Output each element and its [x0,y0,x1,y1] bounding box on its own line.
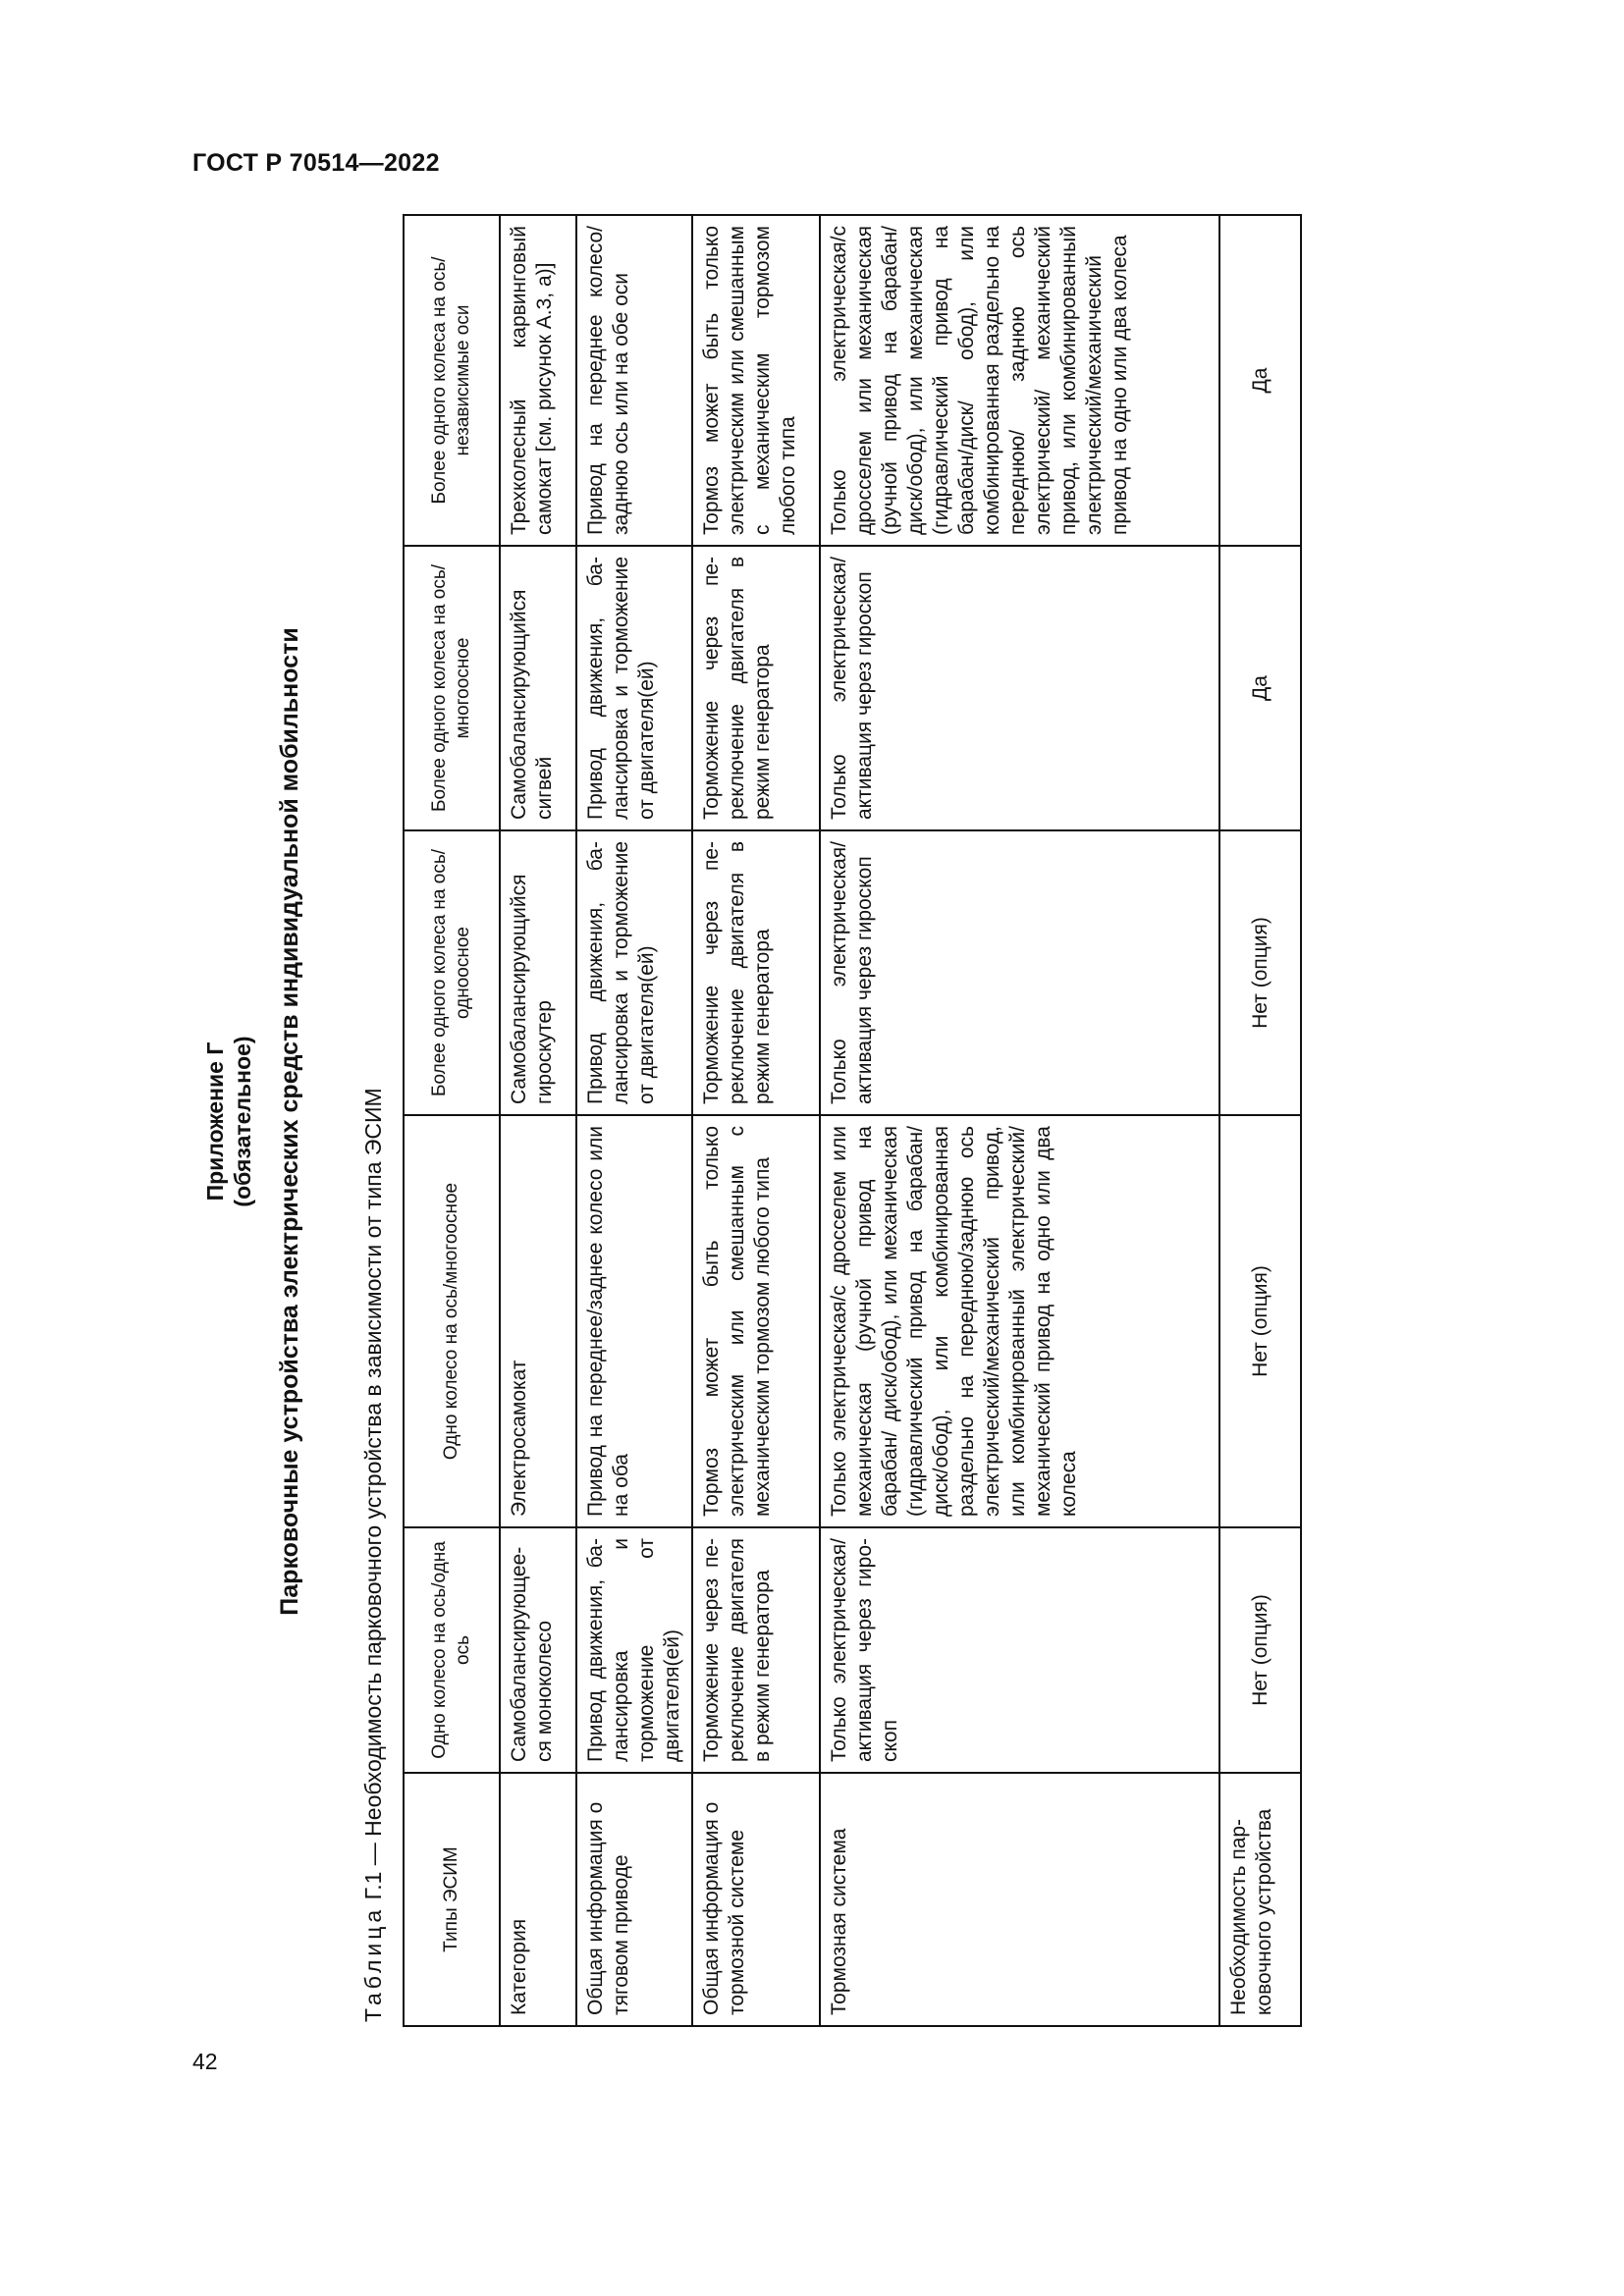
table-cell: Только электрическая/активация через гироскоп [820,830,1219,1115]
table-header-row [404,215,500,2026]
column-header: Более одного колеса на ось/многоосное [404,546,500,830]
esim-parking-table [403,214,1302,2027]
table-cell: Торможение через переключение двигателя в режим генератора [692,546,820,830]
table-cell: Только электрическая/ активация через гироскоп [820,1527,1219,1773]
table-cell: Самобалансирующийся гироскутер [500,830,576,1115]
row-header: Тормозная система [820,1773,1219,2026]
table-cell: Только электрическая/активация через гироскоп [820,546,1219,830]
table-cell: Привод движения, балансировка и торможение от двигателя(ей) [576,1527,692,1773]
table-cell: Тормоз может быть только электрическим или смешанным с механическим тормозом любого типа [692,215,820,546]
column-header: Одно колесо на ось/многоосное [404,1115,500,1527]
table-cell: Нет (опция) [1219,830,1301,1115]
table-cell: Трехколесный карвинговый самокат [см. рисунок А.3, а)] [500,215,576,546]
rotated-page-content [201,142,1275,2101]
table-caption-label: Таблица [360,1905,386,2022]
table-caption [360,1088,387,2022]
column-header: Одно колесо на ось/одна ось [404,1527,500,1773]
table-row-category [500,215,576,2026]
row-header: Общая информация о тормозной системе [692,1773,820,2026]
table-row-traction-drive [576,215,692,2026]
column-header: Типы ЭСИМ [404,1773,500,2026]
appendix-status: (обязательное) [230,1036,255,1207]
column-header: Более одного колеса на ось/одноосное [404,830,500,1115]
table-cell: Самобалансирующийся сигвей [500,546,576,830]
table-cell: Нет (опция) [1219,1115,1301,1527]
table-row-brake-system [820,215,1219,2026]
table-row-brake-info [692,215,820,2026]
row-header: Общая информация о тяговом приводе [576,1773,692,2026]
table-caption-text: Г.1 — Необходимость парковочного устройства в зависимости от типа ЭСИМ [360,1088,386,1906]
table-cell: Да [1219,546,1301,830]
column-header: Более одного колеса на ось/независимые оси [404,215,500,546]
table-cell: Только электрическая/с дросселем или механическая (ручной привод на барабан/ диск/обод), или механическая (гидравлический привод на барабан/диск/обод), или комбинированная раздельно на переднюю/заднюю ось электрический/механический привод, или комбинированный электрический/механический привод на одно или два колеса [820,1115,1219,1527]
appendix-title: Приложение Г [202,1041,228,1201]
table-cell: Привод на переднее/заднее колесо или на оба [576,1115,692,1527]
appendix-heading [201,142,256,2101]
table-cell: Да [1219,215,1301,546]
section-title: Парковочные устройства электрических средств индивидуальной мобильности [276,627,303,1616]
table-cell: Самобалансирующееся моноколесо [500,1527,576,1773]
table-cell: Электросамокат [500,1115,576,1527]
table-cell: Тормоз может быть только электрическим или смешанным с механическим тормозом любого типа [692,1115,820,1527]
table-row-parking-device [1219,215,1301,2026]
table-cell: Только электрическая/с дросселем или механическая (ручной привод на барабан/диск/обод), или механическая (гидравлический привод на барабан/диск/ обод), или комбинированная раздельно на переднюю/ заднюю ось электрический/ механический привод, или комбинированный электрический/механический привод на одно или два колеса [820,215,1219,546]
page-number: 42 [192,2049,218,2074]
document-code: ГОСТ Р 70514—2022 [192,149,440,177]
table-cell: Торможение через переключение двигателя в режим генератора [692,1527,820,1773]
table-cell: Привод движения, балансировка и торможение от двигателя(ей) [576,830,692,1115]
row-header: Необходимость парковочного устройства [1219,1773,1301,2026]
table-cell: Нет (опция) [1219,1527,1301,1773]
table-cell: Привод на переднее колесо/заднюю ось или на обе оси [576,215,692,546]
table-cell: Торможение через переключение двигателя в режим генератора [692,830,820,1115]
row-header: Категория [500,1773,576,2026]
table-cell: Привод движения, балансировка и торможение от двигателя(ей) [576,546,692,830]
